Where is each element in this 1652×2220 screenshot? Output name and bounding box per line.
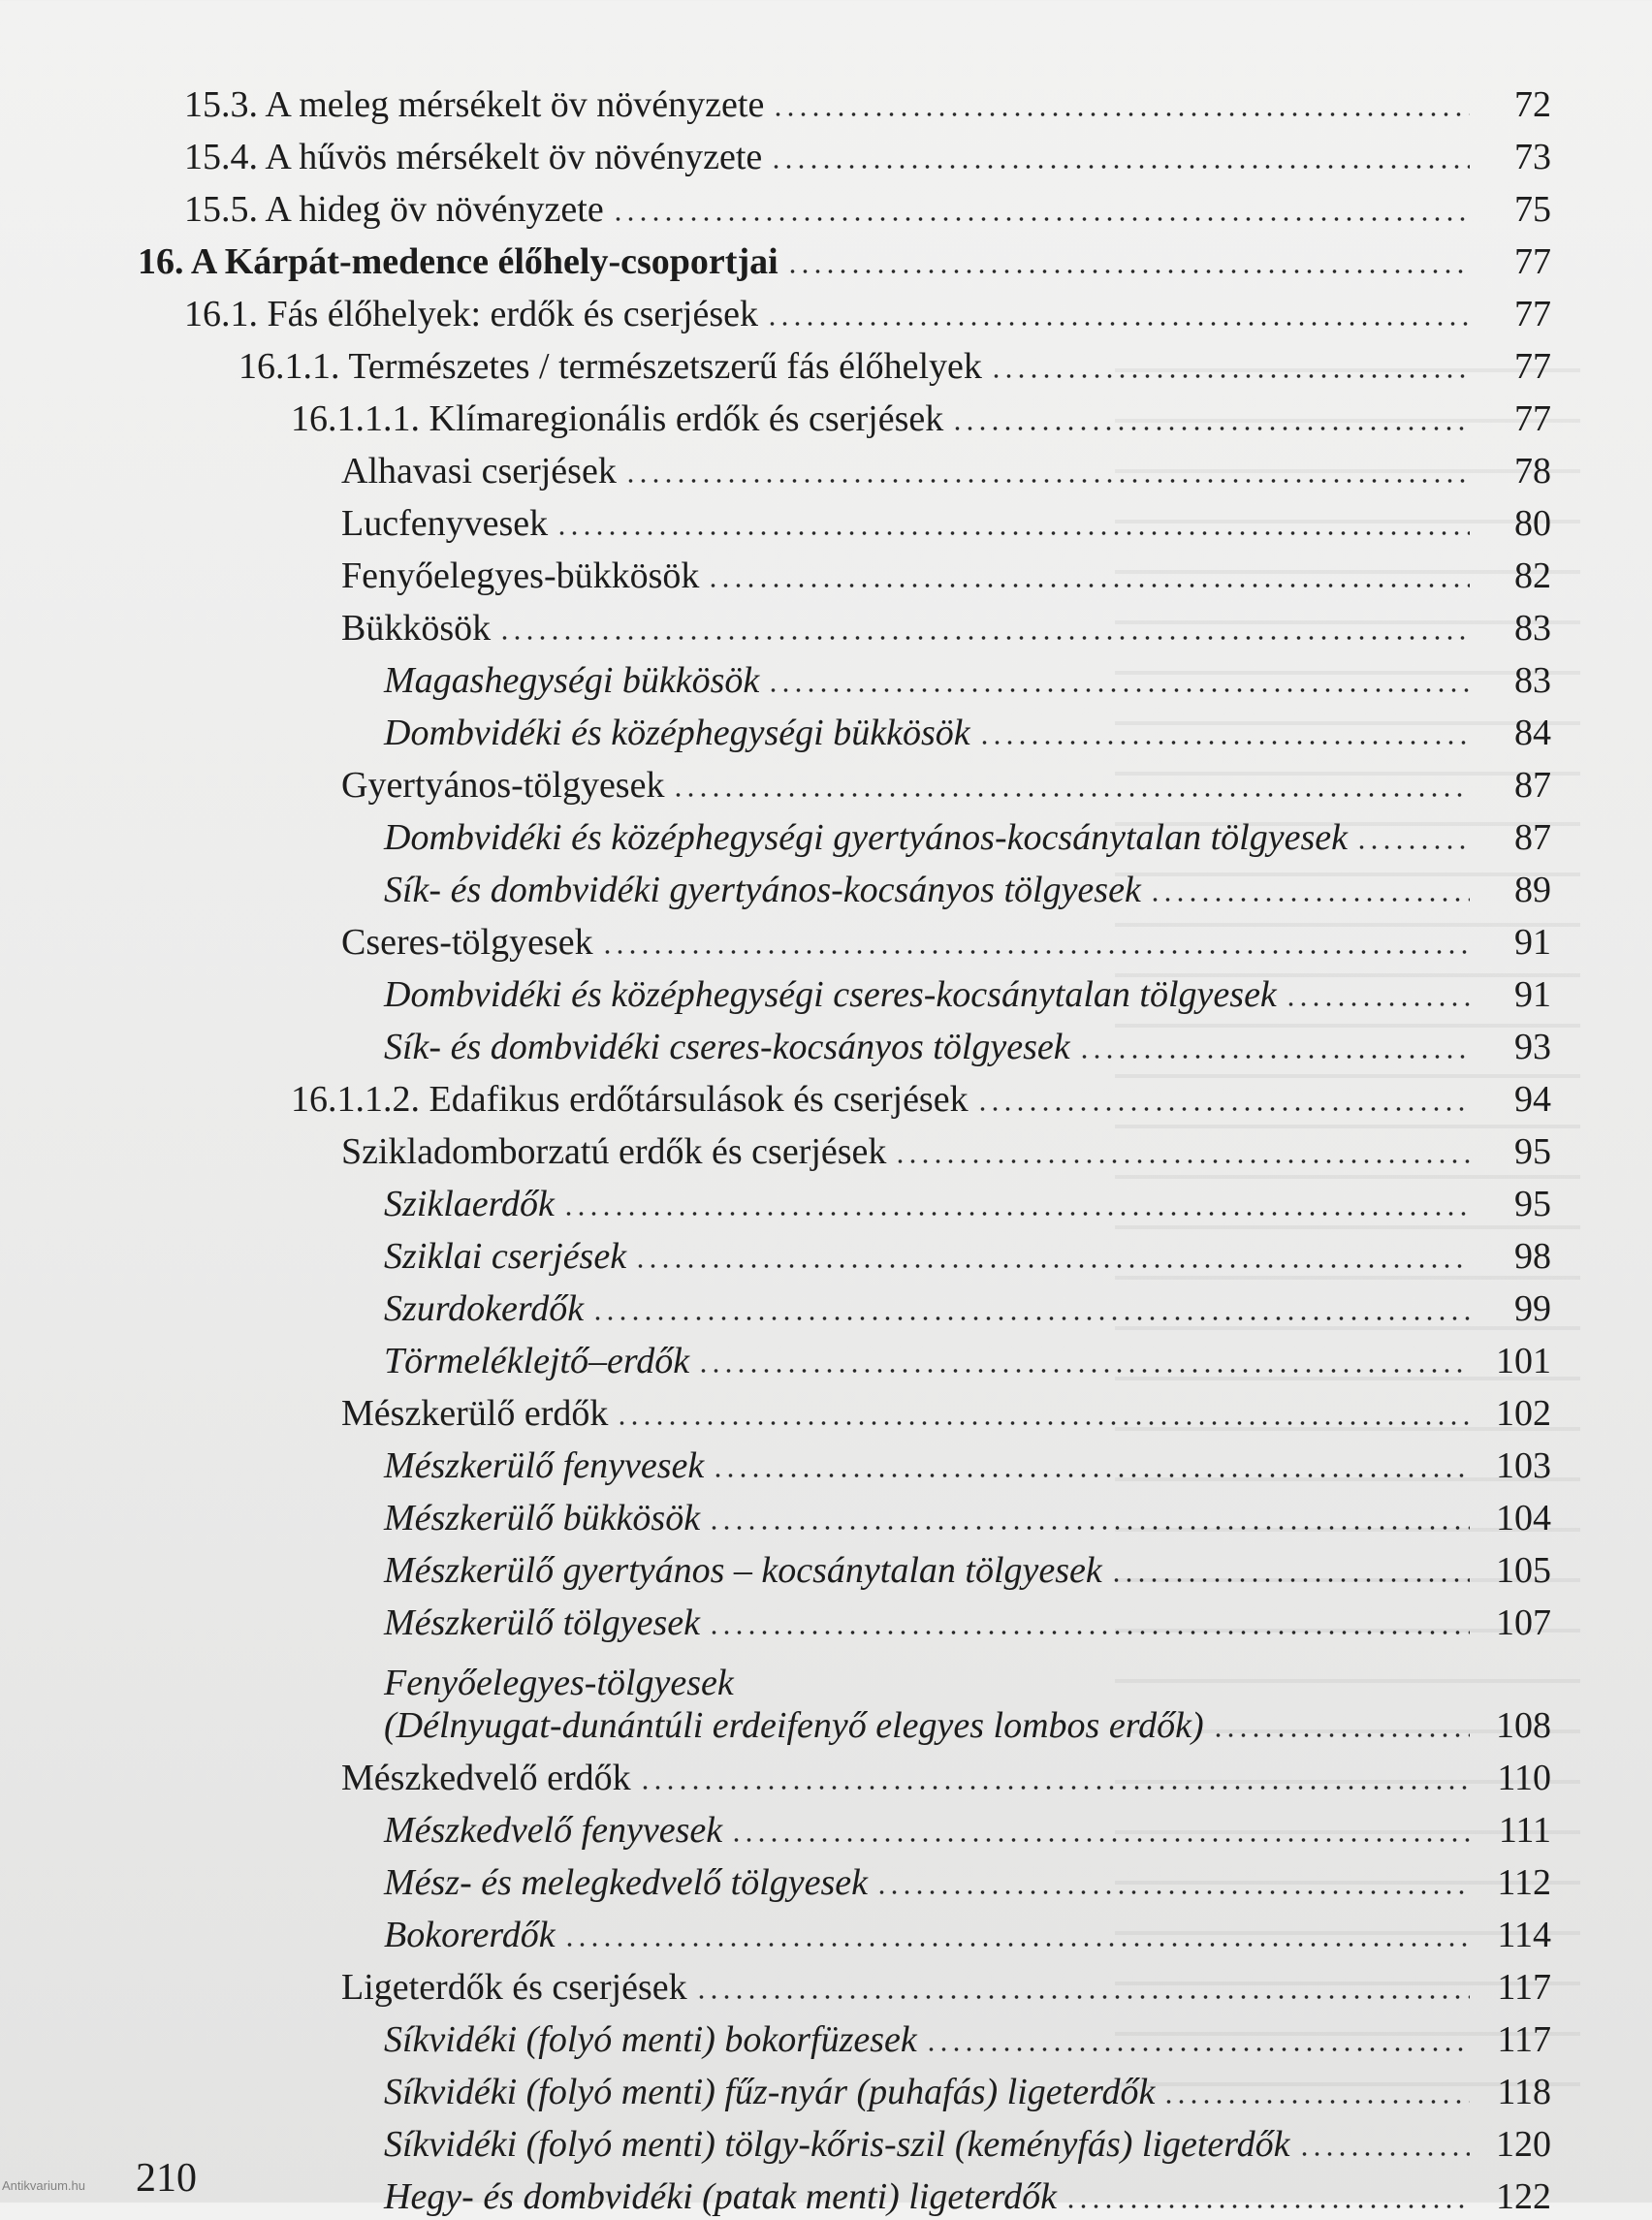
dot-leader — [498, 636, 1470, 640]
toc-entry-title — [384, 1287, 584, 1330]
toc-entry-title-text: Magashegységi bükkösök — [384, 660, 760, 701]
dot-leader — [925, 2047, 1470, 2051]
toc-entry — [0, 704, 1652, 756]
toc-entry — [0, 1227, 1652, 1280]
dot-leader — [712, 1474, 1470, 1477]
toc-entry — [0, 76, 1652, 128]
toc-entry — [0, 1018, 1652, 1070]
toc-entry — [0, 547, 1652, 599]
dot-leader — [591, 1316, 1470, 1320]
dot-leader — [766, 322, 1470, 326]
dot-leader — [639, 1786, 1470, 1790]
toc-entry-title — [384, 2123, 1290, 2166]
toc-entry — [0, 390, 1652, 442]
toc-entry-title — [341, 1966, 687, 2009]
toc-entry-page: 98 — [1514, 1236, 1551, 1277]
toc-entry-page: 111 — [1498, 1810, 1551, 1851]
toc-entry-page: 80 — [1514, 503, 1551, 544]
dot-leader — [1355, 845, 1470, 849]
toc-entry-title — [341, 921, 593, 964]
dot-leader — [770, 165, 1470, 169]
toc-entry-title — [384, 1809, 722, 1852]
dot-leader — [616, 1421, 1470, 1425]
dot-leader — [1078, 1055, 1470, 1059]
toc-entry — [0, 1906, 1652, 1958]
toc-entry-title-text: Gyertyános-tölgyesek — [341, 765, 665, 806]
toc-entry-title-text: Bükkösök — [341, 608, 492, 649]
toc-entry-page: 117 — [1497, 2019, 1551, 2060]
toc-entry-title-text: Mészkedvelő fenyvesek — [384, 1810, 723, 1851]
toc-entry-page: 101 — [1496, 1341, 1551, 1381]
toc-entry-title — [341, 502, 548, 545]
toc-entry-title-text: Mészkerülő bükkösök — [384, 1498, 701, 1538]
toc-entry-title — [384, 869, 1141, 911]
toc-entry-title — [291, 1078, 969, 1121]
toc-entry — [0, 2063, 1652, 2115]
dot-leader — [697, 1369, 1470, 1373]
dot-leader — [990, 374, 1470, 378]
toc-entry — [0, 1489, 1652, 1541]
toc-entry — [0, 285, 1652, 337]
dot-leader — [786, 270, 1470, 273]
toc-entry-title — [384, 1444, 704, 1487]
toc-entry-page: 82 — [1514, 555, 1551, 596]
toc-entry-title — [384, 1026, 1070, 1068]
toc-entry-title-text: 15.5. A hideg öv növényzete — [184, 189, 604, 230]
toc-entry-page: 117 — [1497, 1967, 1551, 2008]
toc-entry-page: 83 — [1514, 660, 1551, 701]
toc-entry-title — [384, 1340, 689, 1382]
toc-entry-title-text: Síkvidéki (folyó menti) bokorfüzesek — [384, 2019, 917, 2060]
toc-entry-title-text: 16. A Kárpát-medence élőhely-csoportjai — [138, 241, 778, 282]
toc-entry-page: 93 — [1514, 1027, 1551, 1067]
toc-entry — [0, 861, 1652, 913]
toc-entry-title-text: Dombvidéki és középhegységi bükkösök — [384, 713, 970, 753]
dot-leader — [894, 1159, 1470, 1163]
toc-entry-title — [238, 345, 982, 388]
toc-entry-page: 103 — [1496, 1445, 1551, 1486]
dot-leader — [1064, 2204, 1470, 2208]
dot-leader — [601, 950, 1470, 954]
dot-leader — [556, 531, 1470, 535]
toc-entry — [0, 1541, 1652, 1594]
toc-entry-title — [341, 1130, 886, 1173]
dot-leader — [767, 688, 1470, 692]
dot-leader — [708, 1631, 1470, 1634]
toc-entry-title — [184, 293, 758, 335]
toc-entry-page: 94 — [1514, 1079, 1551, 1120]
toc-entry-page: 107 — [1496, 1602, 1551, 1643]
toc-entry — [0, 337, 1652, 390]
toc-entry — [0, 1646, 1652, 1749]
toc-entry-title — [384, 1183, 555, 1225]
toc-entry — [0, 1123, 1652, 1175]
toc-entry-title-continuation: (Délnyugat-dunántúli erdeifenyő elegyes lombos erdők) — [384, 1705, 1204, 1746]
toc-entry-page: 105 — [1496, 1550, 1551, 1591]
dot-leader — [978, 741, 1470, 745]
toc-entry — [0, 2168, 1652, 2220]
toc-entry-title-text: 15.3. A meleg mérsékelt öv növényzete — [184, 84, 765, 125]
toc-entry-page: 99 — [1514, 1288, 1551, 1329]
toc-entry-title — [184, 83, 764, 126]
toc-entry-title-text: 15.4. A hűvös mérsékelt öv növényzete — [184, 137, 763, 177]
toc-entry — [0, 809, 1652, 861]
toc-entry-title-text: 16.1.1. Természetes / természetszerű fás élőhelyek — [238, 346, 982, 387]
toc-entry-page: 77 — [1514, 398, 1551, 439]
toc-entry-title-text: Mész- és melegkedvelő tölgyesek — [384, 1862, 869, 1903]
toc-entry-title-text: Fenyőelegyes-tölgyesek — [384, 1663, 734, 1703]
toc-entry-title — [184, 188, 604, 231]
dot-leader — [1285, 1002, 1470, 1006]
toc-entry-page: 112 — [1497, 1862, 1551, 1903]
toc-entry-title — [384, 1662, 1204, 1747]
toc-entry-title — [384, 2071, 1155, 2113]
toc-entry-title-text: Cseres-tölgyesek — [341, 922, 593, 963]
toc-entry-page: 95 — [1514, 1131, 1551, 1172]
toc-entry-title-text: Mészkerülő erdők — [341, 1393, 609, 1434]
dot-leader — [707, 584, 1470, 587]
toc-entry-title — [384, 2018, 917, 2061]
toc-entry — [0, 599, 1652, 651]
toc-entry-title-text: Lucfenyvesek — [341, 503, 549, 544]
toc-entry-page: 77 — [1514, 241, 1551, 282]
toc-entry-page: 91 — [1514, 974, 1551, 1015]
toc-entry-title — [384, 712, 970, 754]
toc-entry-page: 110 — [1497, 1758, 1551, 1798]
toc-entry-page: 84 — [1514, 713, 1551, 753]
toc-entry-page: 87 — [1514, 817, 1551, 858]
toc-entry-title — [384, 1549, 1102, 1592]
toc-entry-title — [384, 973, 1277, 1016]
toc-entry-title-text: Szurdokerdők — [384, 1288, 585, 1329]
toc-entry-title — [384, 1914, 556, 1956]
toc-entry — [0, 1175, 1652, 1227]
toc-entry — [0, 1854, 1652, 1906]
toc-entry — [0, 128, 1652, 180]
toc-entry-title — [138, 240, 778, 283]
toc-entry-title-text: Mészkerülő tölgyesek — [384, 1602, 701, 1643]
toc-entry-page: 77 — [1514, 294, 1551, 334]
toc-entry — [0, 756, 1652, 809]
toc-entry-page: 122 — [1496, 2176, 1551, 2217]
toc-entry — [0, 494, 1652, 547]
toc-entry-page: 83 — [1514, 608, 1551, 649]
toc-entry-title — [384, 1235, 626, 1278]
toc-entry-title-text: Dombvidéki és középhegységi cseres-kocsánytalan tölgyesek — [384, 974, 1277, 1015]
table-of-contents — [0, 76, 1652, 2220]
toc-entry — [0, 1801, 1652, 1854]
toc-entry-title — [341, 450, 617, 492]
toc-entry-page: 72 — [1514, 84, 1551, 125]
toc-entry-title — [341, 1757, 631, 1799]
dot-leader — [612, 217, 1470, 221]
dot-leader — [951, 427, 1470, 430]
toc-entry — [0, 1749, 1652, 1801]
toc-entry-title — [341, 555, 699, 597]
toc-entry-title-text: Mészkerülő gyertyános – kocsánytalan tölgyesek — [384, 1550, 1102, 1591]
toc-entry-page: 78 — [1514, 451, 1551, 492]
toc-entry-title-text: Alhavasi cserjések — [341, 451, 617, 492]
toc-entry-title-text: Bokorerdők — [384, 1915, 556, 1955]
dot-leader — [875, 1890, 1470, 1894]
toc-entry-title — [384, 1497, 700, 1539]
toc-entry-title — [384, 1602, 700, 1644]
toc-entry-title-text: Sík- és dombvidéki cseres-kocsányos tölgyesek — [384, 1027, 1070, 1067]
toc-entry — [0, 1332, 1652, 1384]
toc-entry-page: 77 — [1514, 346, 1551, 387]
toc-entry — [0, 966, 1652, 1018]
watermark: Antikvarium.hu — [2, 2178, 85, 2193]
toc-entry-page: 75 — [1514, 189, 1551, 230]
page-number: 210 — [136, 2156, 197, 2201]
dot-leader — [1298, 2152, 1470, 2156]
dot-leader — [672, 793, 1470, 797]
dot-leader — [1149, 898, 1470, 902]
toc-entry — [0, 2115, 1652, 2168]
dot-leader — [563, 1943, 1470, 1947]
toc-entry-title — [384, 659, 759, 702]
dot-leader — [708, 1526, 1470, 1530]
toc-entry-title — [341, 607, 491, 650]
dot-leader — [772, 112, 1470, 116]
toc-entry — [0, 442, 1652, 494]
toc-entry-page: 118 — [1497, 2072, 1551, 2112]
toc-entry-title-text: Dombvidéki és középhegységi gyertyános-kocsánytalan tölgyesek — [384, 817, 1348, 858]
toc-entry-title-text: Mészkedvelő erdők — [341, 1758, 631, 1798]
toc-entry — [0, 1958, 1652, 2011]
toc-entry-title-text: Fenyőelegyes-bükkösök — [341, 555, 700, 596]
toc-entry-page: 108 — [1496, 1705, 1551, 1746]
toc-entry — [0, 233, 1652, 285]
toc-entry-title-text: 16.1. Fás élőhelyek: erdők és cserjések — [184, 294, 758, 334]
toc-entry — [0, 1437, 1652, 1489]
toc-entry — [0, 180, 1652, 233]
toc-entry-title-text: Ligeterdők és cserjések — [341, 1967, 687, 2008]
toc-entry-title-text: Sziklaerdők — [384, 1184, 555, 1224]
dot-leader — [976, 1107, 1470, 1111]
dot-leader — [634, 1264, 1470, 1268]
dot-leader — [695, 1995, 1470, 1999]
toc-entry — [0, 2011, 1652, 2063]
dot-leader — [1110, 1578, 1470, 1582]
toc-entry — [0, 1594, 1652, 1646]
toc-entry-title-text: Hegy- és dombvidéki (patak menti) ligeterdők — [384, 2176, 1057, 2217]
toc-entry-title-text: Mészkerülő fenyvesek — [384, 1445, 705, 1486]
toc-entry-title — [384, 2175, 1057, 2218]
toc-entry-title — [384, 1861, 868, 1904]
toc-entry-title-text: 16.1.1.1. Klímaregionális erdők és cserjések — [291, 398, 944, 439]
toc-entry-page: 120 — [1496, 2124, 1551, 2165]
toc-entry-page: 104 — [1496, 1498, 1551, 1538]
toc-entry-page: 73 — [1514, 137, 1551, 177]
toc-entry-title — [291, 397, 943, 440]
dot-leader — [730, 1838, 1470, 1842]
toc-entry-title-text: Szikladomborzatú erdők és cserjések — [341, 1131, 887, 1172]
toc-entry-page: 95 — [1514, 1184, 1551, 1224]
toc-entry — [0, 913, 1652, 966]
toc-entry-title-text: Síkvidéki (folyó menti) tölgy-kőris-szil (keményfás) ligeterdők — [384, 2124, 1290, 2165]
toc-entry-page: 102 — [1496, 1393, 1551, 1434]
toc-entry — [0, 1384, 1652, 1437]
toc-entry-title-text: 16.1.1.2. Edafikus erdőtársulások és cserjések — [291, 1079, 969, 1120]
dot-leader — [562, 1212, 1470, 1216]
toc-entry-title — [341, 1392, 608, 1435]
dot-leader — [1212, 1733, 1470, 1737]
toc-entry-page: 87 — [1514, 765, 1551, 806]
toc-entry-page: 89 — [1514, 870, 1551, 910]
dot-leader — [1162, 2100, 1470, 2104]
toc-entry-title-text: Törmeléklejtő–erdők — [384, 1341, 690, 1381]
toc-entry-page: 114 — [1497, 1915, 1551, 1955]
toc-entry-title — [184, 136, 762, 178]
toc-entry-title-text: Sziklai cserjések — [384, 1236, 627, 1277]
toc-entry — [0, 1280, 1652, 1332]
toc-entry-title-text: Síkvidéki (folyó menti) fűz-nyár (puhafás) ligeterdők — [384, 2072, 1156, 2112]
toc-entry-title — [384, 816, 1348, 859]
toc-entry — [0, 1070, 1652, 1123]
toc-entry-title-text: Sík- és dombvidéki gyertyános-kocsányos tölgyesek — [384, 870, 1141, 910]
toc-entry-title — [341, 764, 664, 807]
toc-entry-page: 91 — [1514, 922, 1551, 963]
toc-entry — [0, 651, 1652, 704]
dot-leader — [624, 479, 1470, 483]
